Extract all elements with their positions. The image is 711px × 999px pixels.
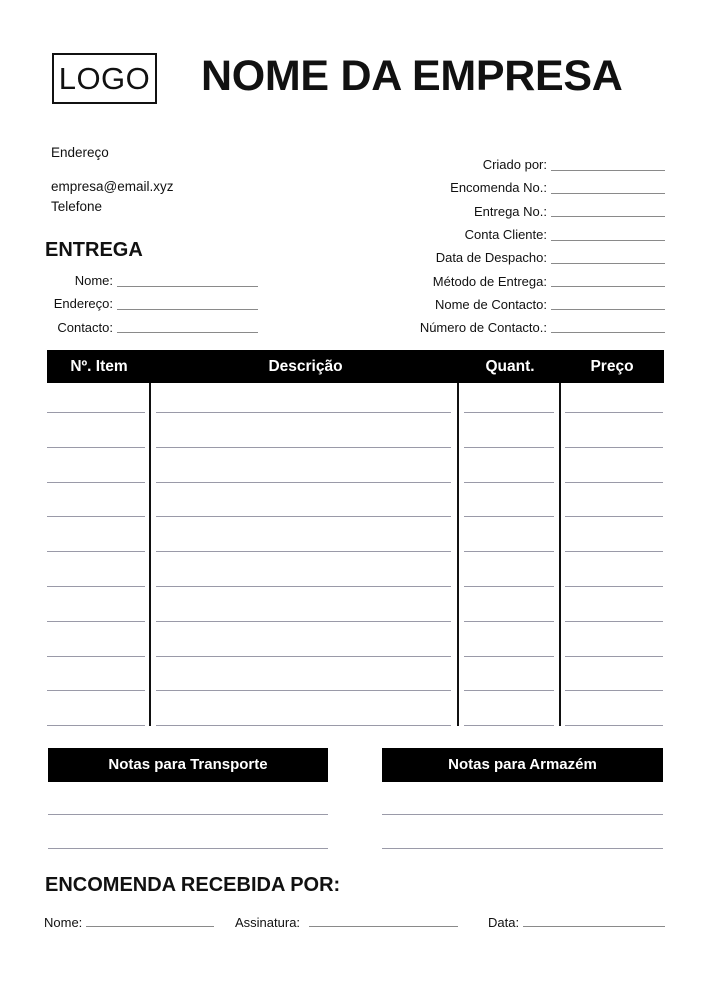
transport-notes-header: Notas para Transporte — [48, 748, 328, 782]
column-header-quantity: Quant. — [485, 358, 535, 375]
cell-description[interactable] — [156, 412, 451, 413]
cell-price[interactable] — [565, 656, 663, 657]
company-logo — [52, 53, 157, 104]
warehouse-notes-header: Notas para Armazém — [382, 748, 663, 782]
column-header-item-number: Nº. Item — [70, 358, 128, 375]
cell-item-number[interactable] — [47, 551, 145, 552]
contact-number-field[interactable] — [551, 332, 665, 333]
delivery-name-field[interactable] — [117, 286, 258, 287]
cell-quantity[interactable] — [464, 586, 554, 587]
cell-description[interactable] — [156, 551, 451, 552]
cell-description[interactable] — [156, 516, 451, 517]
cell-item-number[interactable] — [47, 656, 145, 657]
transport-notes-line[interactable] — [48, 814, 328, 815]
column-header-description: Descrição — [268, 358, 343, 375]
transport-notes-line[interactable] — [48, 848, 328, 849]
cell-price[interactable] — [565, 621, 663, 622]
cell-price[interactable] — [565, 725, 663, 726]
received-name-label: Nome: — [44, 915, 83, 930]
order-number-field[interactable] — [551, 193, 665, 194]
cell-item-number[interactable] — [47, 447, 145, 448]
cell-price[interactable] — [565, 551, 663, 552]
cell-price[interactable] — [565, 586, 663, 587]
cell-quantity[interactable] — [464, 725, 554, 726]
cell-item-number[interactable] — [47, 412, 145, 413]
column-divider — [559, 383, 561, 726]
cell-quantity[interactable] — [464, 621, 554, 622]
cell-description[interactable] — [156, 586, 451, 587]
delivery-title: ENTREGA — [45, 239, 143, 261]
delivery-contact-label: Contacto: — [57, 320, 113, 335]
company-email: empresa@email.xyz — [51, 179, 174, 194]
created-by-field[interactable] — [551, 170, 665, 171]
cell-quantity[interactable] — [464, 482, 554, 483]
cell-description[interactable] — [156, 482, 451, 483]
contact-name-label: Nome de Contacto: — [434, 297, 547, 312]
client-account-field[interactable] — [551, 240, 665, 241]
cell-description[interactable] — [156, 725, 451, 726]
cell-description[interactable] — [156, 656, 451, 657]
created-by-label: Criado por: — [482, 157, 547, 172]
items-table-header — [47, 350, 664, 383]
client-account-label: Conta Cliente: — [464, 227, 547, 242]
cell-item-number[interactable] — [47, 621, 145, 622]
column-divider — [149, 383, 151, 726]
cell-price[interactable] — [565, 412, 663, 413]
received-date-field[interactable] — [523, 926, 665, 927]
received-by-title: ENCOMENDA RECEBIDA POR: — [45, 874, 341, 896]
cell-price[interactable] — [565, 516, 663, 517]
cell-price[interactable] — [565, 447, 663, 448]
cell-quantity[interactable] — [464, 412, 554, 413]
cell-item-number[interactable] — [47, 586, 145, 587]
cell-description[interactable] — [156, 447, 451, 448]
signature-field[interactable] — [309, 926, 458, 927]
delivery-number-label: Entrega No.: — [474, 204, 547, 219]
company-phone: Telefone — [51, 199, 103, 214]
cell-item-number[interactable] — [47, 725, 145, 726]
warehouse-notes-line[interactable] — [382, 848, 663, 849]
delivery-method-field[interactable] — [551, 286, 665, 287]
delivery-address-label: Endereço: — [53, 296, 113, 311]
column-divider — [457, 383, 459, 726]
delivery-contact-field[interactable] — [117, 332, 258, 333]
received-date-label: Data: — [488, 915, 520, 930]
cell-quantity[interactable] — [464, 656, 554, 657]
cell-quantity[interactable] — [464, 551, 554, 552]
logo-text: LOGO — [58, 60, 151, 96]
cell-item-number[interactable] — [47, 516, 145, 517]
cell-quantity[interactable] — [464, 447, 554, 448]
company-name: NOME DA EMPRESA — [201, 52, 623, 100]
company-address: Endereço — [51, 145, 109, 160]
cell-quantity[interactable] — [464, 690, 554, 691]
cell-price[interactable] — [565, 482, 663, 483]
contact-number-label: Número de Contacto.: — [419, 320, 547, 335]
column-header-price: Preço — [590, 358, 634, 375]
delivery-name-label: Nome: — [74, 273, 113, 288]
warehouse-notes-line[interactable] — [382, 814, 663, 815]
dispatch-date-label: Data de Despacho: — [435, 250, 547, 265]
delivery-address-field[interactable] — [117, 309, 258, 310]
cell-description[interactable] — [156, 690, 451, 691]
cell-quantity[interactable] — [464, 516, 554, 517]
received-name-field[interactable] — [86, 926, 214, 927]
cell-price[interactable] — [565, 690, 663, 691]
contact-name-field[interactable] — [551, 309, 665, 310]
cell-item-number[interactable] — [47, 482, 145, 483]
cell-item-number[interactable] — [47, 690, 145, 691]
order-number-label: Encomenda No.: — [450, 180, 547, 195]
cell-description[interactable] — [156, 621, 451, 622]
delivery-number-field[interactable] — [551, 216, 665, 217]
signature-label: Assinatura: — [235, 915, 301, 930]
delivery-method-label: Método de Entrega: — [432, 274, 547, 289]
dispatch-date-field[interactable] — [551, 263, 665, 264]
